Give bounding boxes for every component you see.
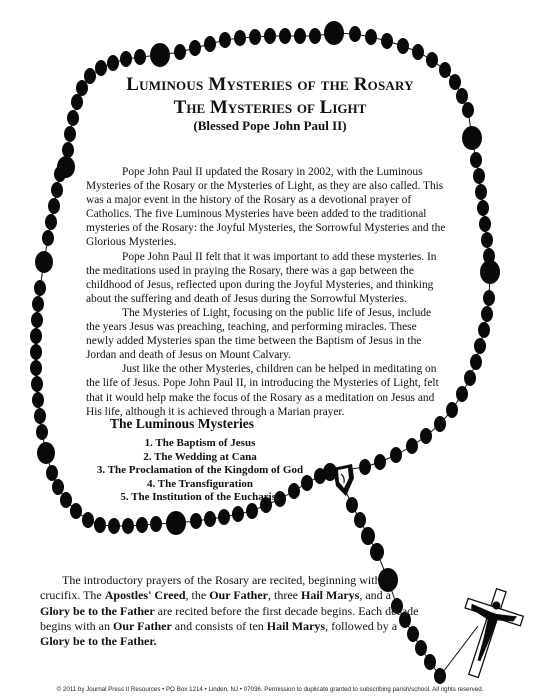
rosary-bead-icon (424, 654, 436, 670)
rosary-bead-icon (57, 156, 75, 178)
body-paragraph: The Mysteries of Light, focusing on the public life of Jesus, include the years Jesus was preaching, teaching, and performing miracles. These newly added Mysteries span the time between the Baptism of Jesus in the Jordan and death of Jesus on Mount Calvary. (86, 306, 432, 362)
text-run: , the (185, 588, 210, 603)
rosary-bead-icon (434, 668, 446, 684)
mysteries-heading: The Luminous Mysteries (110, 416, 255, 431)
rosary-bead-icon (473, 168, 485, 184)
rosary-bead-icon (219, 32, 231, 48)
prayer-instructions (40, 573, 420, 649)
rosary-bead-icon (264, 28, 276, 44)
rosary-bead-icon (470, 152, 482, 168)
body-paragraph: Pope John Paul II updated the Rosary in 2002, with the Luminous Mysteries of the Rosary or the Mysteries of Light, as they are also called. This was a major event in the history of the Rosary as a devotional prayer of Catholics. The five Luminous Mysteries have been added to the traditional mysteries of the Rosary: the Joyful Mysteries, the Sorrowful Mysteries and the Glorious Mysteries. (86, 166, 446, 249)
bold-run: Our Father (113, 618, 172, 633)
crucifix-icon (446, 581, 529, 685)
mystery-item: 4. The Transfiguration (146, 477, 254, 490)
rosary-bead-icon (480, 260, 500, 284)
copyright-footer: © 2011 by Journal Press II Resources • PO Box 1214 • Linden, NJ • 07036. Permission to duplicate granted to subscribing parish/school. All rights reserved. (56, 686, 484, 693)
rosary-bead-icon (232, 506, 244, 522)
rosary-bead-icon (108, 518, 120, 534)
text-run: The introductory prayers of the Rosary are recited, beginning with the crucifix. The (40, 573, 399, 603)
rosary-bead-icon (150, 43, 170, 67)
text-run: , followed by a (325, 618, 398, 633)
rosary-bead-icon (94, 517, 106, 533)
rosary-bead-icon (46, 465, 58, 481)
rosary-bead-icon (483, 290, 495, 306)
mystery-item: 5. The Institution of the Eucharist (120, 491, 280, 504)
rosary-bead-icon (218, 509, 230, 525)
rosary-bead-icon (246, 503, 258, 519)
rosary-bead-icon (42, 230, 54, 246)
body-text (86, 165, 446, 419)
rosary-bead-icon (479, 216, 491, 232)
rosary-bead-icon (37, 442, 55, 464)
rosary-bead-icon (412, 44, 424, 60)
rosary-bead-icon (204, 36, 216, 52)
rosary-bead-icon (32, 392, 44, 408)
bold-run: Apostles' Creed (104, 588, 186, 603)
page-title-line2: The Mysteries of Light (173, 97, 367, 118)
rosary-bead-icon (470, 354, 482, 370)
rosary-bead-icon (107, 55, 119, 71)
bold-run: Glory be to the Father. (40, 634, 157, 649)
mystery-item: 1. The Baptism of Jesus (144, 437, 256, 449)
rosary-bead-icon (30, 344, 42, 360)
rosary-bead-icon (481, 306, 493, 322)
rosary-bead-icon (122, 518, 134, 534)
rosary-bead-icon (478, 322, 490, 338)
rosary-bead-icon (324, 21, 344, 45)
rosary-bead-icon (234, 30, 246, 46)
rosary-bead-icon (35, 251, 53, 273)
rosary-bead-icon (70, 503, 82, 519)
rosary-bead-icon (51, 182, 63, 198)
rosary-bead-icon (30, 328, 42, 344)
rosary-bead-icon (390, 447, 402, 463)
page-title-line1: Luminous Mysteries of the Rosary (126, 74, 414, 95)
text-run: are recited before the first decade begins. Each decade begins with an (40, 603, 419, 633)
rosary-bead-icon (136, 517, 148, 533)
mystery-item: 2. The Wedding at Cana (143, 450, 257, 463)
rosary-bead-icon (365, 29, 377, 45)
rosary-bead-icon (397, 38, 409, 54)
rosary-bead-icon (45, 214, 57, 230)
prayer-paragraph (40, 573, 420, 649)
body-paragraph: Pope John Paul II felt that it was important to add these mysteries. In the meditations used in praying the Rosary, there was a gap between the childhood of Jesus, reflected upon during the Joyful Mysteries, and thinking about the suffering and death of Jesus during the Sorrowful Mysteries. (86, 250, 437, 305)
rosary-bead-icon (34, 280, 46, 296)
bold-run: Hail Marys (300, 588, 360, 603)
rosary-bead-icon (370, 543, 384, 561)
rosary-bead-icon (374, 454, 386, 470)
mysteries-list (60, 437, 340, 505)
bold-run: Our Father (209, 588, 268, 603)
rosary-bead-icon (62, 142, 74, 158)
rosary-bead-icon (249, 29, 261, 45)
rosary-bead-icon (166, 511, 186, 535)
bold-run: Hail Marys (266, 618, 326, 633)
rosary-bead-icon (474, 338, 486, 354)
rosary-bead-icon (481, 232, 493, 248)
rosary-bead-icon (48, 198, 60, 214)
rosary-bead-icon (381, 33, 393, 49)
rosary-bead-icon (426, 52, 438, 68)
rosary-bead-icon (359, 459, 371, 475)
rosary-bead-icon (309, 28, 321, 44)
rosary-bead-icon (189, 40, 201, 56)
rosary-bead-icon (36, 424, 48, 440)
page-subtitle: (Blessed Pope John Paul II) (193, 118, 347, 133)
rosary-bead-icon (190, 513, 202, 529)
rosary-bead-icon (31, 312, 43, 328)
rosary-bead-icon (456, 386, 468, 402)
rosary-bead-icon (349, 26, 361, 42)
bold-run: Glory be to the Father (40, 603, 155, 618)
rosary-bead-icon (30, 360, 42, 376)
mystery-item: 3. The Proclamation of the Kingdom of God (96, 464, 304, 477)
text-run: and consists of ten (171, 618, 267, 633)
rosary-bead-icon (477, 200, 489, 216)
rosary-bead-icon (354, 512, 366, 528)
rosary-bead-icon (406, 438, 418, 454)
rosary-bead-icon (464, 370, 476, 386)
rosary-bead-icon (204, 511, 216, 527)
rosary-bead-icon (32, 296, 44, 312)
rosary-bead-icon (134, 49, 146, 65)
rosary-bead-icon (82, 512, 94, 528)
rosary-bead-icon (446, 402, 458, 418)
rosary-bead-icon (174, 44, 186, 60)
rosary-bead-icon (279, 28, 291, 44)
rosary-bead-icon (420, 428, 432, 444)
rosary-bead-icon (120, 51, 132, 67)
rosary-bead-icon (346, 497, 358, 513)
text-run: , three (268, 588, 301, 603)
body-paragraph: Just like the other Mysteries, children can be helped in meditating on the life of Jesus. Pope John Paul II, in introducing the Mysteries of Light, felt that it would help make the focus of the Rosary as a meditation on Jesus and His life, although it is achieved through a Marian prayer. (86, 363, 439, 418)
rosary-bead-icon (31, 376, 43, 392)
rosary-bead-icon (475, 184, 487, 200)
rosary-bead-icon (294, 28, 306, 44)
text-run: , and a (359, 588, 391, 603)
rosary-bead-icon (361, 527, 375, 545)
rosary-bead-icon (150, 516, 162, 532)
rosary-bead-icon (34, 408, 46, 424)
